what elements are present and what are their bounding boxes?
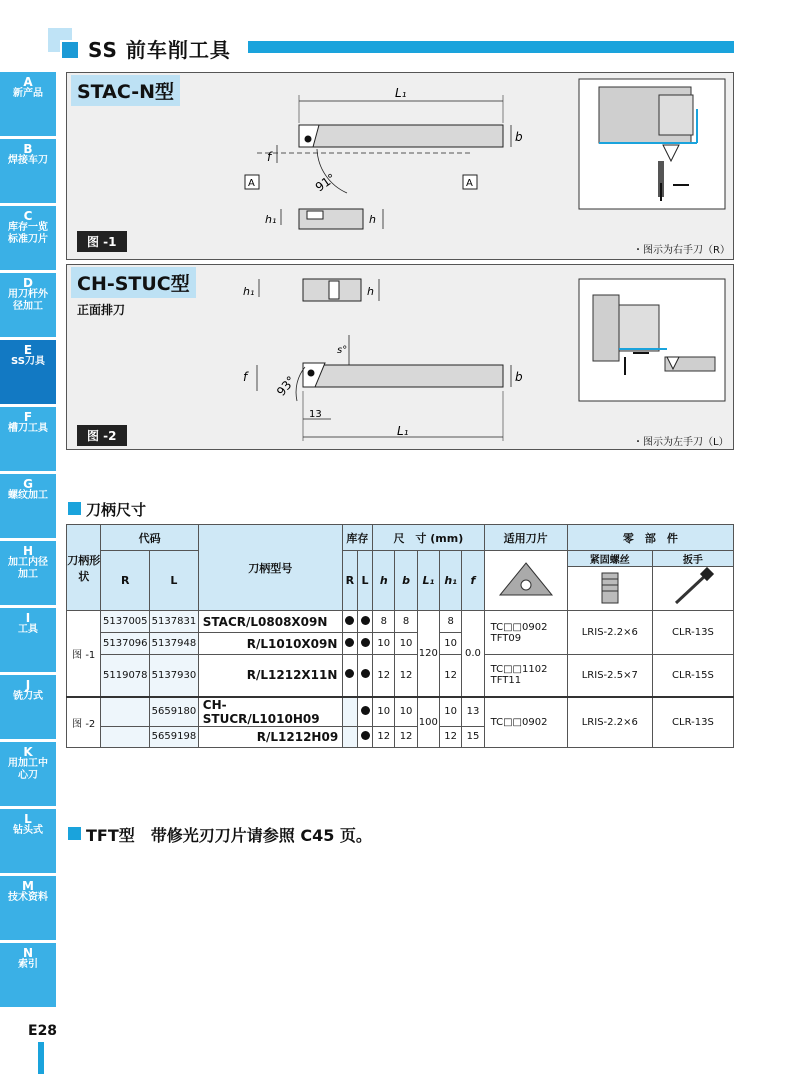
th-stock-l: L — [357, 551, 372, 611]
figure1-note: ・图示为右手刀（R） — [633, 245, 730, 256]
section1-marker — [68, 502, 81, 515]
svg-text:A: A — [466, 178, 473, 189]
cell-h: 10 — [373, 697, 395, 727]
svg-text:A: A — [248, 178, 255, 189]
cell-h1: 8 — [440, 611, 462, 633]
cell-b: 12 — [395, 655, 417, 697]
cell-fig1: 图 -1 — [67, 611, 101, 697]
stock-dot — [361, 616, 370, 625]
cell-stockR — [342, 655, 357, 697]
fig1-L1-label: L₁ — [395, 86, 407, 100]
svg-text:s°: s° — [337, 345, 348, 356]
figure2-note: ・图示为左手刀（L） — [633, 437, 729, 448]
cell-codeL: 5137948 — [150, 633, 199, 655]
svg-text:h₁: h₁ — [265, 213, 277, 226]
th-code: 代码 — [101, 525, 198, 551]
page-number: E28 — [28, 1023, 58, 1039]
figure2-panel — [66, 264, 734, 450]
tab-k[interactable]: K 用加工中心刀 — [0, 742, 56, 806]
section2-title: TFT型 带修光刃刀片请参照 C45 页。 — [86, 826, 372, 845]
figure1-panel — [66, 72, 734, 260]
table-row: 5137096 — [101, 633, 150, 655]
th-model: 刀柄型号 — [198, 525, 342, 611]
cell-f: 15 — [462, 726, 484, 747]
screw-icon — [590, 567, 630, 607]
th-stock: 库存 — [342, 525, 372, 551]
svg-text:b: b — [515, 130, 523, 144]
insert-image — [484, 551, 567, 611]
svg-text:f: f — [243, 370, 248, 384]
figure2-title: CH-STUC型 — [71, 267, 196, 298]
cell-insert: TC□□0902 TFT09 — [484, 611, 567, 655]
cell-stockL — [357, 611, 372, 633]
cell-h1: 12 — [440, 655, 462, 697]
svg-text:13: 13 — [309, 409, 322, 420]
svg-text:93°: 93° — [273, 373, 299, 399]
cell-stockL — [357, 697, 372, 727]
insert-icon — [496, 559, 556, 599]
cell-b: 12 — [395, 726, 417, 747]
th-dims: 尺 寸 (mm) — [373, 525, 484, 551]
svg-text:91°: 91° — [312, 170, 339, 195]
svg-text:h: h — [369, 213, 376, 226]
tab-j[interactable]: J 铣刀式 — [0, 675, 56, 739]
fig1-screw — [305, 136, 312, 143]
cell-stockL — [357, 633, 372, 655]
tab-d[interactable]: D 用刀杆外径加工 — [0, 273, 56, 337]
figure1-title: STAC-N型 — [71, 75, 180, 106]
stock-dot — [345, 638, 354, 647]
th-code-r: R — [101, 551, 150, 611]
cell-stockR — [342, 633, 357, 655]
cell-codeL: 5659198 — [150, 726, 199, 747]
cell-h1: 10 — [440, 633, 462, 655]
cell-stockR — [342, 697, 357, 727]
figure2-subtitle: 正面排刀 — [77, 303, 126, 317]
cell-codeL: 5137930 — [150, 655, 199, 697]
table-row: 5137005 — [101, 611, 150, 633]
tab-l[interactable]: L 钻头式 — [0, 809, 56, 873]
wrench-image: 扳手 — [652, 551, 733, 611]
cell-stockL — [357, 726, 372, 747]
th-L1: L₁ — [417, 551, 439, 611]
th-code-l: L — [150, 551, 199, 611]
cell-h1: 10 — [440, 697, 462, 727]
tab-m[interactable]: M 技术资料 — [0, 876, 56, 940]
cell-b: 10 — [395, 633, 417, 655]
cell-b: 8 — [395, 611, 417, 633]
tab-f[interactable]: F 槽刀工具 — [0, 407, 56, 471]
figure2-drawing — [67, 265, 733, 449]
fig1-shank — [299, 125, 503, 147]
wrench-icon — [668, 567, 718, 607]
cell-stockL — [357, 655, 372, 697]
tab-a[interactable]: A 新产品 — [0, 72, 56, 136]
svg-text:h: h — [367, 285, 374, 298]
cell-L1: 100 — [417, 697, 439, 748]
th-insert: 适用刀片 — [484, 525, 567, 551]
figure1-drawing — [67, 73, 733, 259]
svg-text:b: b — [515, 370, 523, 384]
table-row — [101, 726, 150, 747]
svg-text:L₁: L₁ — [397, 424, 409, 438]
page-title: SS 前车削工具 — [88, 38, 231, 62]
stock-dot — [361, 731, 370, 740]
cell-h: 8 — [373, 611, 395, 633]
tab-g[interactable]: G 螺纹加工 — [0, 474, 56, 538]
th-parts: 零 部 件 — [567, 525, 733, 551]
cell-f: 13 — [462, 697, 484, 727]
stock-dot — [345, 669, 354, 678]
cell-screw: LRIS-2.5×7 — [567, 655, 652, 697]
chapter-sidebar — [0, 72, 56, 1010]
tab-h[interactable]: H 加工内径加工 — [0, 541, 56, 605]
cell-wrench: CLR-15S — [652, 655, 733, 697]
cell-h: 10 — [373, 633, 395, 655]
cell-model: R/L1212X11N — [198, 655, 342, 697]
th-f: f — [462, 551, 484, 611]
section1-title: 刀柄尺寸 — [86, 501, 147, 519]
cell-codeL: 5137831 — [150, 611, 199, 633]
cell-fig2: 图 -2 — [67, 697, 101, 748]
cell-stockR — [342, 611, 357, 633]
cell-L1: 120 — [417, 611, 439, 697]
cell-codeL: 5659180 — [150, 697, 199, 727]
cell-screw: LRIS-2.2×6 — [567, 697, 652, 748]
cell-wrench: CLR-13S — [652, 611, 733, 655]
tab-i[interactable]: I 工具 — [0, 608, 56, 672]
footer-bar — [38, 1042, 44, 1074]
section2-marker — [68, 827, 81, 840]
th-stock-r: R — [342, 551, 357, 611]
header-bar — [248, 41, 734, 53]
cell-h: 12 — [373, 726, 395, 747]
table-row: 5119078 — [101, 655, 150, 697]
cell-h: 12 — [373, 655, 395, 697]
tab-c[interactable]: C 库存一览标准刀片 — [0, 206, 56, 270]
cell-stockR — [342, 726, 357, 747]
cell-model: R/L1010X09N — [198, 633, 342, 655]
screw-image: 紧固螺丝 — [567, 551, 652, 611]
figure1-tag: 图 -1 — [77, 231, 127, 252]
cell-model: R/L1212H09 — [198, 726, 342, 747]
cell-b: 10 — [395, 697, 417, 727]
cell-h1: 12 — [440, 726, 462, 747]
figure2-tag: 图 -2 — [77, 425, 127, 446]
stock-dot — [361, 669, 370, 678]
cell-wrench: CLR-13S — [652, 697, 733, 748]
th-b: b — [395, 551, 417, 611]
stock-dot — [361, 706, 370, 715]
cell-model: CH-STUCR/L1010H09 — [198, 697, 342, 727]
stock-dot — [361, 638, 370, 647]
cell-model: STACR/L0808X09N — [198, 611, 342, 633]
cell-f: 0.0 — [462, 611, 484, 697]
th-shape: 刀柄形状 — [67, 525, 101, 611]
cell-insert: TC□□0902 — [484, 697, 567, 748]
stock-dot — [345, 616, 354, 625]
tab-e[interactable]: E SS刀具 — [0, 340, 56, 404]
cell-screw: LRIS-2.2×6 — [567, 611, 652, 655]
table-row — [101, 697, 150, 727]
svg-text:h₁: h₁ — [243, 285, 255, 298]
tab-n[interactable]: N 索引 — [0, 943, 56, 1007]
th-h1: h₁ — [440, 551, 462, 611]
header-square-dark — [60, 40, 80, 60]
th-h: h — [373, 551, 395, 611]
svg-text:f: f — [267, 150, 272, 164]
cell-insert: TC□□1102 TFT11 — [484, 655, 567, 697]
shank-spec-table — [66, 524, 734, 748]
tab-b[interactable]: B 焊接车刀 — [0, 139, 56, 203]
